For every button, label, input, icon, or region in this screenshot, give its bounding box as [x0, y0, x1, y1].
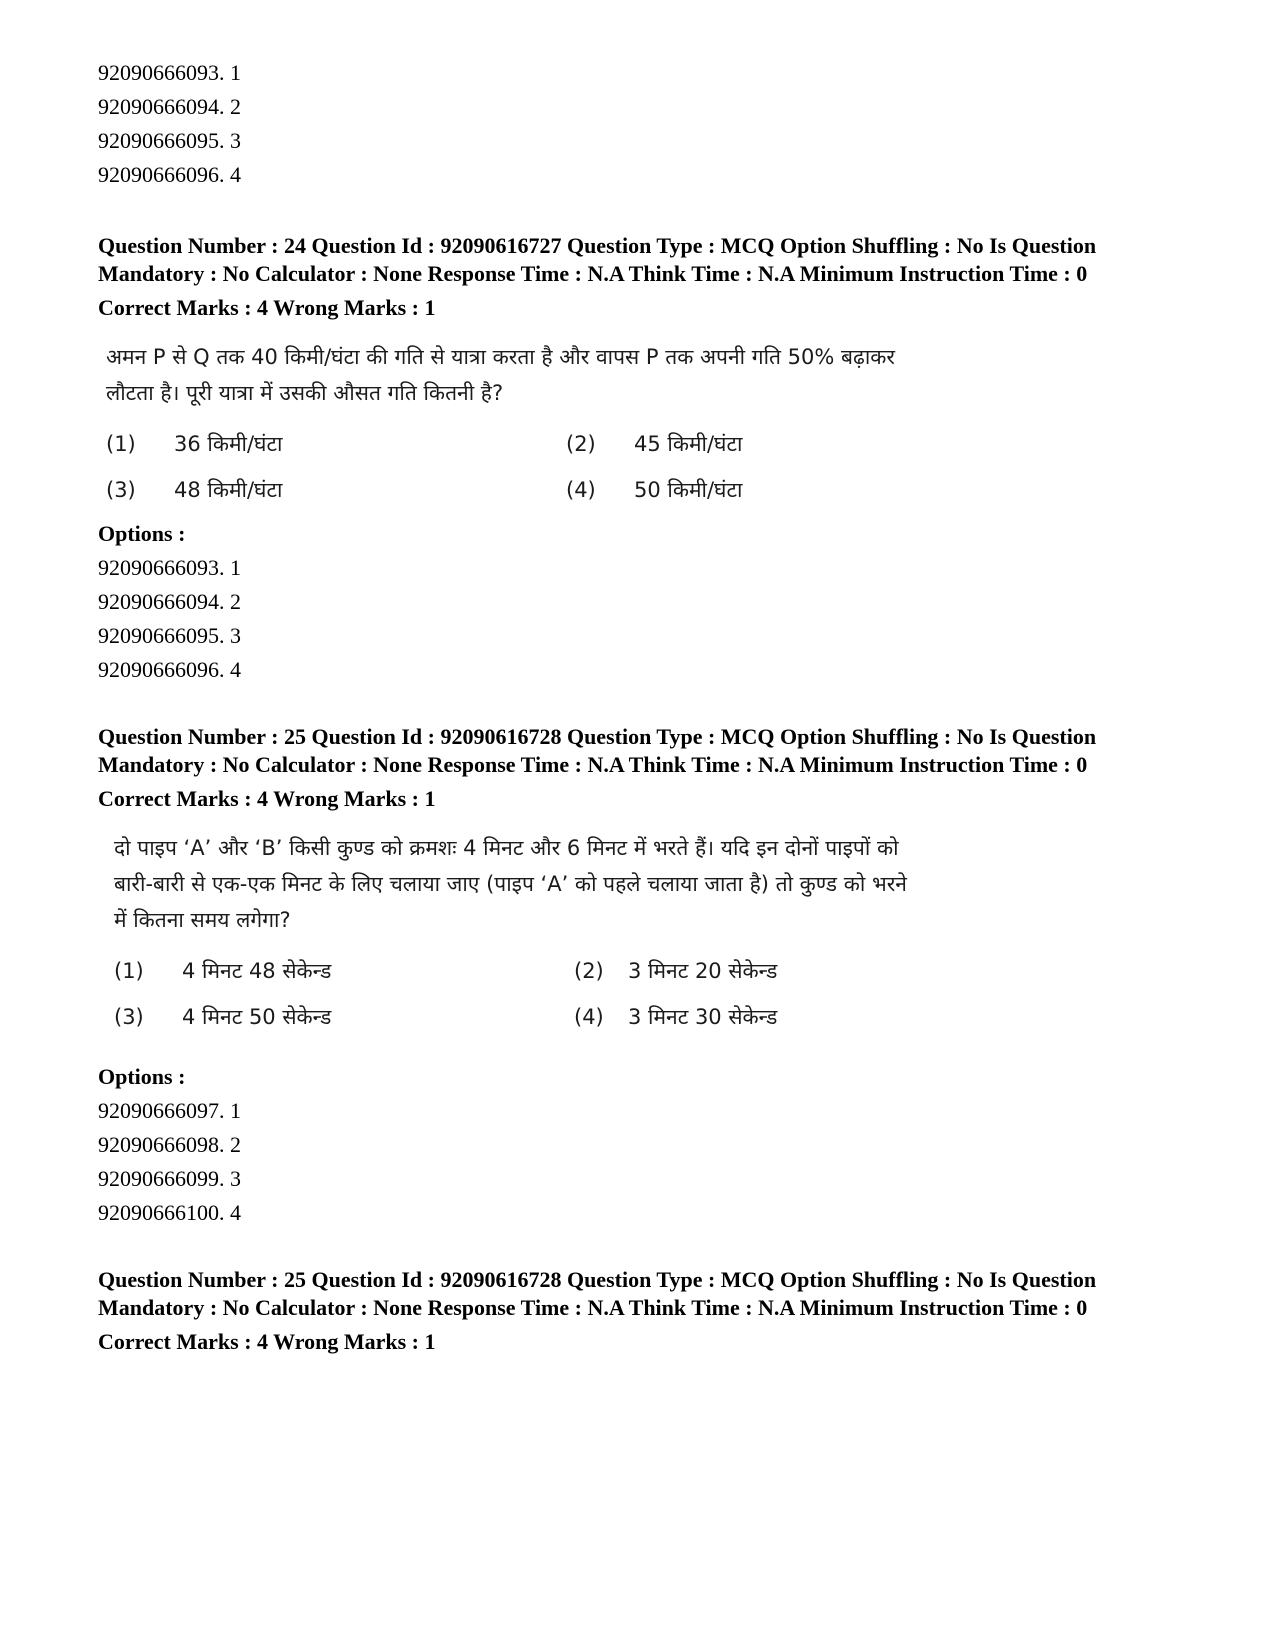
answer-choice — [106, 429, 566, 459]
option-item: 92090666094. 2 — [98, 589, 241, 614]
answer-choice — [574, 956, 1034, 986]
choice-number: (4) — [566, 478, 596, 502]
question-header: Question Number : 25 Question Id : 92090616728 Question Type : MCQ Option Shuffling : No Is Question Mandatory : No Calculator : None Response Time : N.A Think Time : N.A Minimum Instruction Time : 0 — [98, 724, 1097, 777]
choice-number: (1) — [114, 959, 144, 983]
question-25-repeat-block — [98, 1266, 1178, 1359]
option-item: 92090666093. 1 — [98, 555, 241, 580]
choice-text: 36 किमी/घंटा — [174, 432, 283, 456]
answer-choices — [106, 429, 1066, 505]
choice-text: 4 मिनट 48 सेकेन्ड — [182, 959, 332, 983]
choice-number: (4) — [574, 1005, 604, 1029]
answer-choice — [566, 475, 1026, 505]
option-item: 92090666094. 2 — [98, 94, 241, 119]
choice-number: (2) — [574, 959, 604, 983]
options-list — [98, 551, 1178, 687]
question-marks: Correct Marks : 4 Wrong Marks : 1 — [98, 295, 436, 320]
option-item: 92090666096. 4 — [98, 162, 241, 187]
choice-text: 48 किमी/घंटा — [174, 478, 283, 502]
question-25-block — [98, 723, 1178, 1230]
option-item: 92090666096. 4 — [98, 657, 241, 682]
option-item: 92090666100. 4 — [98, 1200, 241, 1225]
question-text-line: दो पाइप ‘A’ और ‘B’ किसी कुण्ड को क्रमशः 4 मिनट और 6 मिनट में भरते हैं। यदि इन दोनों पाइपों को — [114, 836, 899, 860]
answer-choices — [114, 956, 1074, 1032]
question-marks: Correct Marks : 4 Wrong Marks : 1 — [98, 1329, 436, 1354]
choice-text: 50 किमी/घंटा — [634, 478, 743, 502]
answer-choice — [566, 429, 1026, 459]
choice-text: 3 मिनट 20 सेकेन्ड — [628, 959, 778, 983]
document-page — [98, 56, 1178, 1359]
question-24-block — [98, 232, 1178, 687]
question-content — [114, 830, 1074, 1032]
question-marks: Correct Marks : 4 Wrong Marks : 1 — [98, 786, 436, 811]
answer-choice — [574, 1002, 1034, 1032]
question-text-line: लौटता है। पूरी यात्रा में उसकी औसत गति कितनी है? — [106, 381, 504, 405]
question-header: Question Number : 25 Question Id : 92090616728 Question Type : MCQ Option Shuffling : No Is Question Mandatory : No Calculator : None Response Time : N.A Think Time : N.A Minimum Instruction Time : 0 — [98, 1267, 1097, 1320]
previous-options-list — [98, 56, 1178, 192]
option-item: 92090666099. 3 — [98, 1166, 241, 1191]
question-text-line: बारी-बारी से एक-एक मिनट के लिए चलाया जाए (पाइप ‘A’ को पहले चलाया जाता है) तो कुण्ड को भरने — [114, 872, 907, 896]
options-list — [98, 1094, 1178, 1230]
question-text-line: में कितना समय लगेगा? — [114, 908, 291, 932]
option-item: 92090666097. 1 — [98, 1098, 241, 1123]
choice-number: (3) — [106, 478, 136, 502]
answer-choice — [106, 475, 566, 505]
choice-number: (1) — [106, 432, 136, 456]
answer-choice — [114, 956, 574, 986]
question-text-line: अमन P से Q तक 40 किमी/घंटा की गति से यात्रा करता है और वापस P तक अपनी गति 50% बढ़ाकर — [106, 345, 895, 369]
answer-choice — [114, 1002, 574, 1032]
choice-text: 45 किमी/घंटा — [634, 432, 743, 456]
choice-text: 4 मिनट 50 सेकेन्ड — [182, 1005, 332, 1029]
option-item: 92090666095. 3 — [98, 623, 241, 648]
question-header: Question Number : 24 Question Id : 92090616727 Question Type : MCQ Option Shuffling : No Is Question Mandatory : No Calculator : None Response Time : N.A Think Time : N.A Minimum Instruction Time : 0 — [98, 233, 1097, 286]
choice-text: 3 मिनट 30 सेकेन्ड — [628, 1005, 778, 1029]
option-item: 92090666095. 3 — [98, 128, 241, 153]
question-content — [106, 339, 1066, 505]
choice-number: (2) — [566, 432, 596, 456]
options-label: Options : — [98, 1064, 186, 1089]
option-item: 92090666093. 1 — [98, 60, 241, 85]
options-label: Options : — [98, 521, 186, 546]
choice-number: (3) — [114, 1005, 144, 1029]
option-item: 92090666098. 2 — [98, 1132, 241, 1157]
